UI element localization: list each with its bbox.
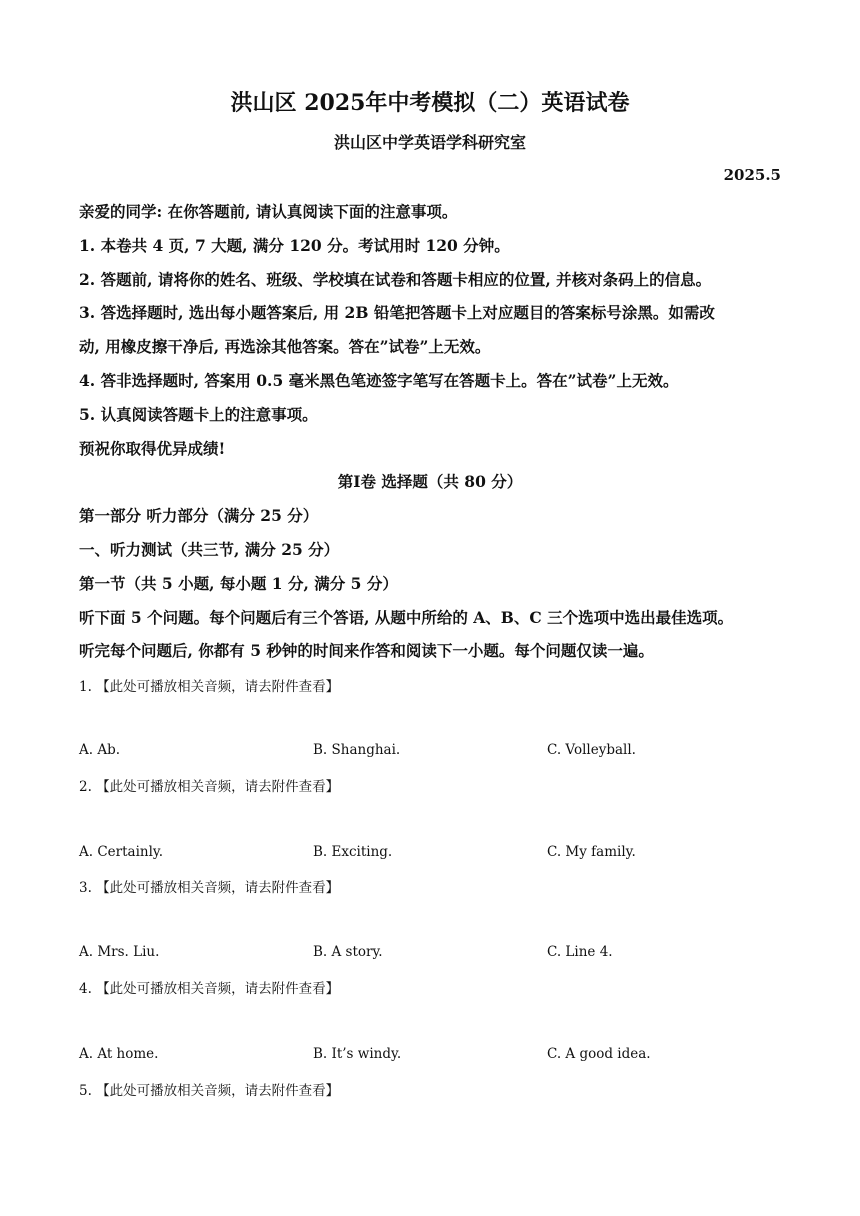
question-4-option-b: B. It’s windy.: [313, 1046, 402, 1062]
question-2-audio-link[interactable]: 2. 【此处可播放相关音频，请去附件查看】: [79, 779, 340, 795]
question-3-option-c: C. Line 4.: [547, 944, 613, 960]
exam-subtitle: 洪山区中学英语学科研究室: [333, 133, 526, 152]
question-4-option-a: A. At home.: [79, 1046, 159, 1062]
question-4-audio-link[interactable]: 4. 【此处可播放相关音频，请去附件查看】: [79, 981, 340, 997]
question-3-audio-link[interactable]: 3. 【此处可播放相关音频，请去附件查看】: [79, 880, 340, 896]
question-3-option-a: A. Mrs. Liu.: [79, 944, 160, 960]
instruction-item-5: 5. 认真阅读答题卡上的注意事项。: [79, 405, 318, 424]
question-1-option-c: C. Volleyball.: [547, 742, 636, 758]
question-2-option-b: B. Exciting.: [313, 844, 393, 860]
question-1-option-a: A. Ab.: [79, 742, 121, 758]
instruction-item-4: 4. 答非选择题时, 答案用 0.5 毫米黑色笔迹签字笔写在答题卡上。答在”试卷”上无效。: [79, 371, 679, 390]
exam-date: 2025.5: [723, 166, 781, 184]
directions-line-2: 听完每个问题后, 你都有 5 秒钟的时间来作答和阅读下一小题。每个问题仅读一遍。: [79, 641, 654, 660]
instruction-item-2: 2. 答题前, 请将你的姓名、班级、学校填在试卷和答题卡相应的位置, 并核对条码上的信息。: [79, 270, 712, 289]
listening-heading: 一、听力测试（共三节, 满分 25 分）: [79, 540, 340, 559]
directions-line-1: 听下面 5 个问题。每个问题后有三个答语, 从题中所给的 A、B、C 三个选项中选出最佳选项。: [79, 608, 734, 627]
section1-heading: 第一节（共 5 小题, 每小题 1 分, 满分 5 分）: [79, 574, 398, 593]
volume-heading: 第Ⅰ卷 选择题（共 80 分）: [337, 472, 523, 491]
question-2-option-a: A. Certainly.: [79, 844, 164, 860]
instruction-item-1: 1. 本卷共 4 页, 7 大题, 满分 120 分。考试用时 120 分钟。: [79, 236, 510, 255]
instruction-item-3-line-1: 3. 答选择题时, 选出每小题答案后, 用 2B 铅笔把答题卡上对应题目的答案标号涂黑。如需改: [79, 303, 715, 322]
part1-heading: 第一部分 听力部分（满分 25 分）: [79, 506, 319, 525]
question-5-audio-link[interactable]: 5. 【此处可播放相关音频，请去附件查看】: [79, 1083, 340, 1099]
question-3-option-b: B. A story.: [313, 944, 383, 960]
instruction-wish: 预祝你取得优异成绩!: [79, 439, 226, 458]
question-4-option-c: C. A good idea.: [547, 1046, 651, 1062]
exam-title: 洪山区 2025年中考模拟（二）英语试卷: [230, 90, 630, 116]
question-1-option-b: B. Shanghai.: [313, 742, 401, 758]
instruction-item-3-line-2: 动, 用橡皮擦干净后, 再选涂其他答案。答在”试卷”上无效。: [79, 337, 491, 356]
question-2-option-c: C. My family.: [547, 844, 636, 860]
instruction-greeting: 亲爱的同学: 在你答题前, 请认真阅读下面的注意事项。: [79, 202, 458, 221]
question-1-audio-link[interactable]: 1. 【此处可播放相关音频，请去附件查看】: [79, 679, 340, 695]
